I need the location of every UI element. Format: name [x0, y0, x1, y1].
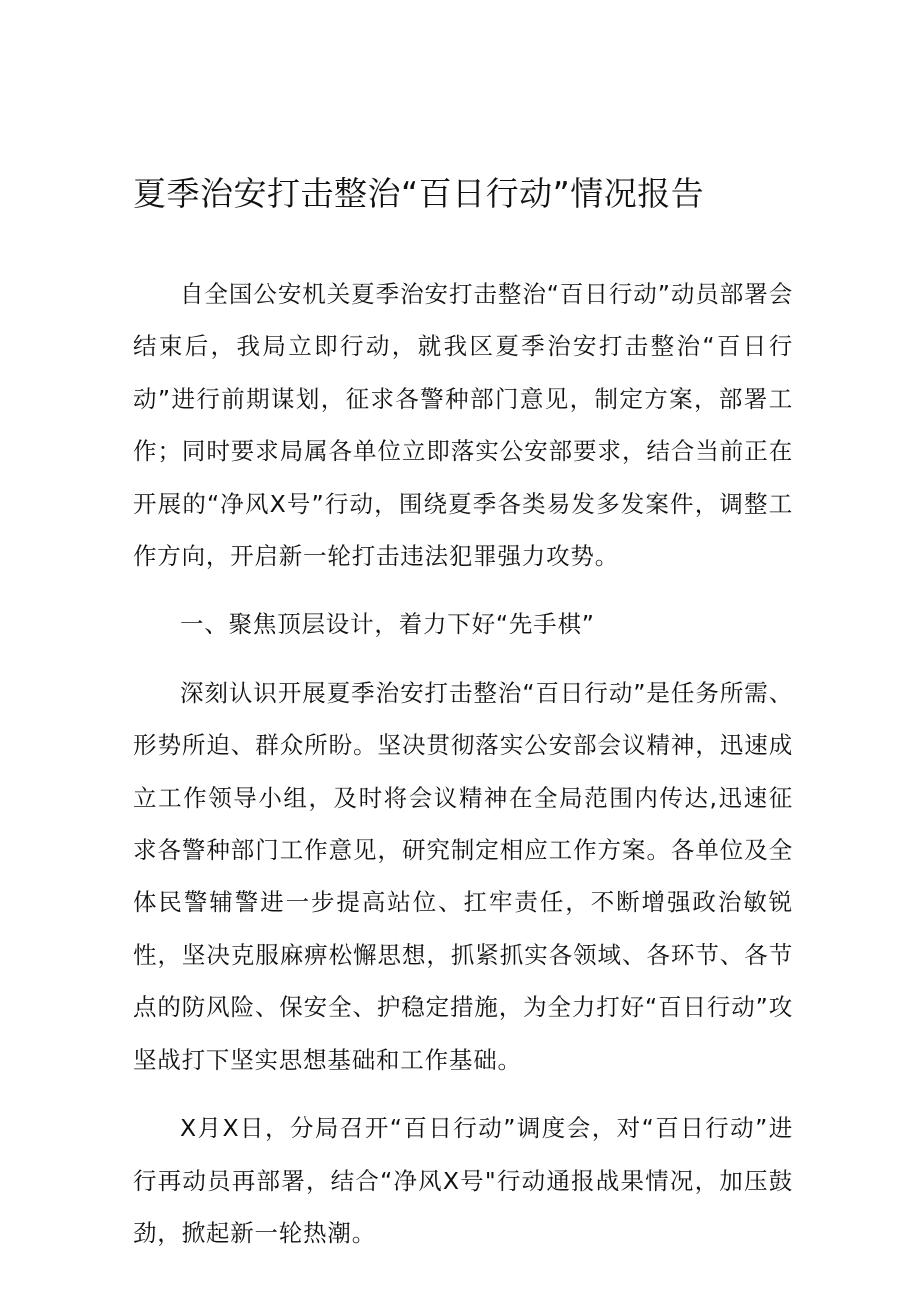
document-body	[133, 268, 793, 1259]
intro-paragraph: 自全国公安机关夏季治安打击整治“百日行动”动员部署会结束后，我局立即行动，就我区夏季治安打击整治“百日行动”进行前期谋划，征求各警种部门意见，制定方案，部署工作；同时要求局属各单位立即落实公安部要求，结合当前正在开展的“净风X号”行动，围绕夏季各类易发多发案件，调整工作方向，开启新一轮打击违法犯罪强力攻势。	[133, 280, 793, 571]
section-1-paragraph: 深刻认识开展夏季治安打击整治“百日行动”是任务所需、形势所迫、群众所盼。坚决贯彻落实公安部会议精神，迅速成立工作领导小组，及时将会议精神在全局范围内传达,迅速征求各警种部门工作意见，研究制定相应工作方案。各单位及全体民警辅警进一步提高站位、扛牢责任，不断增强政治敏锐性，坚决克服麻痹松懈思想，抓紧抓实各领域、各环节、各节点的防风险、保安全、护稳定措施，为全力打好“百日行动”攻坚战打下坚实思想基础和工作基础。	[133, 678, 793, 1074]
section-heading-1: 一、聚焦顶层设计，着力下好“先手棋”	[180, 610, 595, 639]
meeting-paragraph: X月X日，分局召开“百日行动”调度会，对“百日行动”进行再动员再部署，结合“净风X号"行动通报战果情况，加压鼓劲，掀起新一轮热潮。	[133, 1114, 793, 1247]
document-title: 夏季治安打击整治“百日行动”情况报告	[133, 174, 705, 213]
